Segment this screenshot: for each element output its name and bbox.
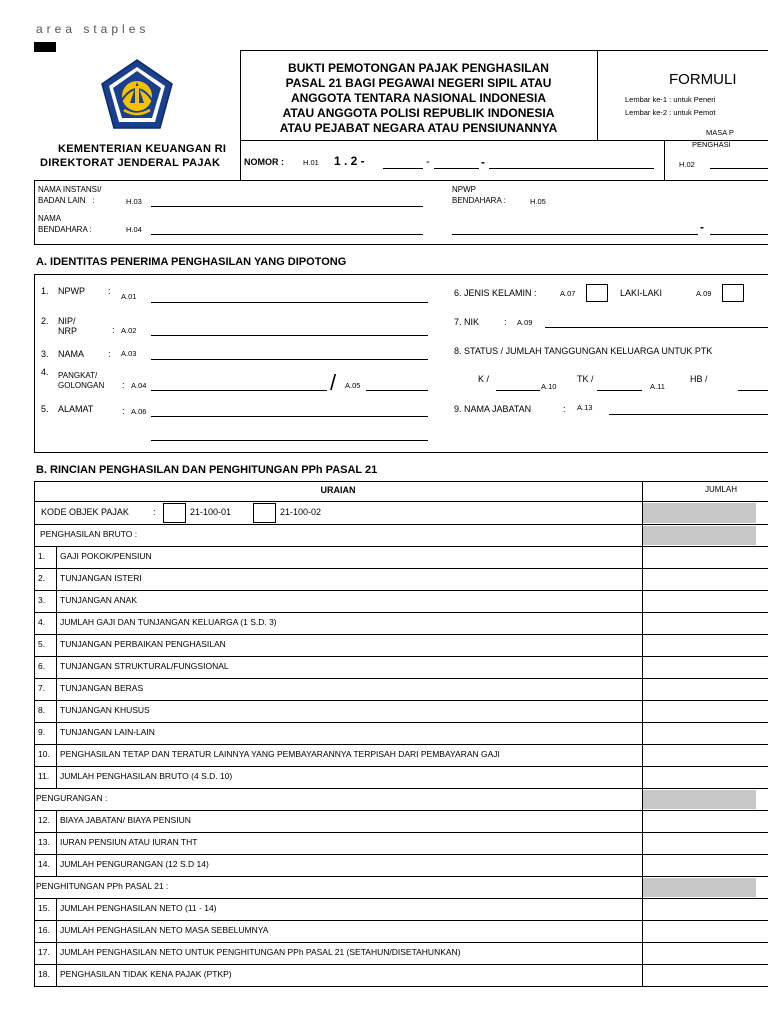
nomor-sep-1: - — [426, 156, 430, 168]
jumlah-input-cell[interactable] — [643, 700, 768, 722]
a09-code: A.09 — [517, 318, 533, 327]
a11-code: A.11 — [650, 382, 665, 391]
nomor-prefix: 1 . 2 - — [334, 154, 365, 168]
a-nip-label: NIP/ NRP — [58, 316, 78, 336]
jumlah-input-cell[interactable] — [643, 766, 768, 788]
a-pangkat-label: PANGKAT/ GOLONGAN — [58, 371, 105, 390]
nomor-field-2[interactable] — [434, 168, 479, 169]
a-jenis-kelamin-label: 6. JENIS KELAMIN : — [454, 288, 537, 298]
h01-code: H.01 — [303, 158, 319, 167]
a-status-label: 8. STATUS / JUMLAH TANGGUNGAN KELUARGA UNTUK PTK — [454, 346, 713, 356]
npwp-bendahara-label: NPWP BENDAHARA : — [452, 185, 506, 205]
jumlah-input-cell[interactable] — [643, 854, 768, 876]
row-label: JUMLAH GAJI DAN TUNJANGAN KELUARGA (1 S.D. 3) — [60, 617, 277, 627]
row-label: JUMLAH PENGHASILAN BRUTO (4 S.D. 10) — [60, 771, 233, 781]
row-label: IURAN PENSIUN ATAU IURAN THT — [60, 837, 198, 847]
npwp-dash: - — [700, 220, 704, 234]
jumlah-input-cell[interactable] — [643, 898, 768, 920]
laki-laki-label: LAKI-LAKI — [620, 288, 663, 298]
a05-code: A.05 — [345, 381, 361, 390]
kode-21-100-02-checkbox[interactable] — [253, 503, 276, 523]
kode-21-100-02-label: 21-100-02 — [280, 506, 322, 517]
row-number: 14. — [38, 859, 50, 869]
a01-code: A.01 — [121, 292, 137, 301]
row-number: 10. — [38, 749, 50, 759]
row-number: 11. — [38, 771, 50, 781]
a-alamat-no: 5. — [41, 404, 49, 414]
row-number: 12. — [38, 815, 50, 825]
jumlah-shaded-cell — [643, 878, 756, 897]
lembar-2: Lembar ke-2 : untuk Pemot — [625, 108, 716, 117]
row-label: JUMLAH PENGHASILAN NETO UNTUK PENGHITUNGAN PPh PASAL 21 (SETAHUN/DISETAHUNKAN) — [60, 947, 461, 957]
form-title: BUKTI PEMOTONGAN PAJAK PENGHASILAN PASAL 21 BAGI PEGAWAI NEGERI SIPIL ATAU ANGGOTA TENTARA NASIONAL INDONESIA ATAU ANGGOTA POLISI REPUBLIK INDONESIA ATAU PEJABAT NEGARA ATAU PENSIUNANNYA — [279, 61, 558, 135]
masa-field[interactable] — [710, 168, 768, 169]
jumlah-shaded-cell — [643, 526, 756, 545]
row-label: TUNJANGAN ISTERI — [60, 573, 142, 583]
a-npwp-colon: : — [108, 286, 111, 296]
row-label: JUMLAH PENGHASILAN NETO MASA SEBELUMNYA — [60, 925, 269, 935]
row-label: JUMLAH PENGHASILAN NETO (11 - 14) — [60, 903, 217, 913]
a-nip-no: 2. — [41, 316, 49, 326]
pangkat-slash: / — [330, 370, 337, 395]
kode-21-100-01-checkbox[interactable] — [163, 503, 186, 523]
row-label: TUNJANGAN STRUKTURAL/FUNGSIONAL — [60, 661, 229, 671]
a02-code: A.02 — [121, 326, 137, 335]
jumlah-input-cell[interactable] — [643, 722, 768, 744]
section-row-label: PENGHITUNGAN PPh PASAL 21 : — [36, 881, 169, 891]
a-nik-label: 7. NIK — [454, 317, 480, 327]
row-number: 18. — [38, 969, 50, 979]
a-jabatan-field[interactable] — [609, 414, 768, 415]
a-alamat-label: ALAMAT — [58, 404, 94, 414]
jumlah-shaded-cell — [643, 790, 756, 809]
h05-code: H.05 — [530, 197, 546, 206]
jumlah-shaded-cell — [643, 503, 756, 523]
row-number: 9. — [38, 727, 46, 737]
nama-instansi-label: NAMA INSTANSI/ BADAN LAIN : — [38, 185, 102, 205]
jumlah-input-cell[interactable] — [643, 568, 768, 590]
masa-label: MASA P — [706, 128, 734, 137]
status-tk-label: TK / — [577, 374, 594, 384]
perempuan-checkbox[interactable] — [722, 284, 744, 302]
h03-code: H.03 — [126, 197, 142, 206]
laki-laki-checkbox[interactable] — [586, 284, 608, 302]
row-number: 8. — [38, 705, 46, 715]
a-jabatan-label: 9. NAMA JABATAN — [454, 404, 532, 414]
row-label: TUNJANGAN KHUSUS — [60, 705, 150, 715]
row-number: 7. — [38, 683, 46, 693]
section-row-label: PENGHASILAN BRUTO : — [40, 529, 138, 539]
a-nik-colon: : — [504, 317, 507, 327]
h04-code: H.04 — [126, 225, 142, 234]
nomor-field-1[interactable] — [383, 168, 423, 169]
a-nip-colon: : — [112, 325, 115, 335]
status-k-field[interactable] — [496, 390, 540, 391]
lembar-1: Lembar ke-1 : untuk Peneri — [625, 95, 716, 104]
staple-mark — [34, 42, 56, 52]
section-a-title: A. IDENTITAS PENERIMA PENGHASILAN YANG DIPOTONG — [36, 256, 347, 268]
jumlah-input-cell[interactable] — [643, 744, 768, 766]
jumlah-input-cell[interactable] — [643, 920, 768, 942]
section-row-label: PENGURANGAN : — [36, 793, 108, 803]
jumlah-input-cell[interactable] — [643, 678, 768, 700]
row-label: JUMLAH PENGURANGAN (12 S.D 14) — [60, 859, 209, 869]
a-pangkat-colon: : — [122, 380, 125, 390]
jumlah-input-cell[interactable] — [643, 546, 768, 568]
section-b-title: B. RINCIAN PENGHASILAN DAN PENGHITUNGAN PPh PASAL 21 — [36, 464, 378, 476]
a-alamat-field-2[interactable] — [151, 440, 428, 441]
col-uraian-header: URAIAN — [320, 485, 356, 495]
a-npwp-field[interactable] — [151, 302, 428, 303]
nomor-field-3[interactable] — [489, 168, 654, 169]
status-hb-label: HB / — [690, 374, 708, 384]
directorate-name: DIREKTORAT JENDERAL PAJAK — [40, 157, 221, 169]
row-label: PENGHASILAN TETAP DAN TERATUR LAINNYA YANG PEMBAYARANNYA TERPISAH DARI PEMBAYARAN GAJI — [60, 749, 500, 759]
row-number: 1. — [38, 551, 46, 561]
a-jabatan-colon: : — [563, 404, 566, 414]
nama-instansi-field[interactable] — [151, 206, 423, 207]
npwp-bendahara-field[interactable] — [452, 234, 698, 235]
row-label: TUNJANGAN ANAK — [60, 595, 137, 605]
row-label: TUNJANGAN LAIN-LAIN — [60, 727, 155, 737]
a-nama-colon: : — [108, 349, 111, 359]
a-pangkat-no: 4. — [41, 367, 49, 377]
staples-label: area staples — [36, 22, 150, 36]
status-hb-field[interactable] — [738, 390, 768, 391]
row-number: 3. — [38, 595, 46, 605]
row-number: 2. — [38, 573, 46, 583]
row-number: 17. — [38, 947, 50, 957]
jumlah-input-cell[interactable] — [643, 810, 768, 832]
row-label: BIAYA JABATAN/ BIAYA PENSIUN — [60, 815, 191, 825]
a-pangkat-field[interactable] — [151, 390, 327, 391]
jumlah-input-cell[interactable] — [643, 590, 768, 612]
nomor-sep-2: - — [481, 155, 485, 169]
a09b-code: A.09 — [696, 289, 712, 298]
row-number: 15. — [38, 903, 50, 913]
a06-code: A.06 — [131, 407, 147, 416]
kemenkeu-logo — [100, 58, 174, 130]
penghasilan-label: PENGHASI — [692, 140, 731, 149]
h02-code: H.02 — [679, 160, 695, 169]
a-nik-field[interactable] — [545, 327, 768, 328]
kode-objek-label: KODE OBJEK PAJAK — [41, 506, 129, 517]
status-k-label: K / — [478, 374, 490, 384]
a-nip-field[interactable] — [151, 335, 428, 336]
row-number: 13. — [38, 837, 50, 847]
a-nama-field[interactable] — [151, 359, 428, 360]
row-label: TUNJANGAN PERBAIKAN PENGHASILAN — [60, 639, 226, 649]
col-jumlah-header: JUMLAH — [705, 485, 738, 494]
a-alamat-field-1[interactable] — [151, 416, 428, 417]
a-golongan-field[interactable] — [366, 390, 428, 391]
a-npwp-label: NPWP — [58, 286, 85, 296]
a-nama-label: NAMA — [58, 349, 85, 359]
row-label: PENGHASILAN TIDAK KENA PAJAK (PTKP) — [60, 969, 232, 979]
nomor-label: NOMOR : — [244, 157, 284, 167]
formulir-title: FORMULI — [669, 71, 737, 88]
row-number: 5. — [38, 639, 46, 649]
a-nama-no: 3. — [41, 349, 49, 359]
row-label: GAJI POKOK/PENSIUN — [60, 551, 152, 561]
kode-objek-colon: : — [153, 506, 156, 517]
jumlah-input-cell[interactable] — [643, 942, 768, 964]
row-label: TUNJANGAN BERAS — [60, 683, 144, 693]
nama-bendahara-field[interactable] — [151, 234, 423, 235]
a07-code: A.07 — [560, 289, 576, 298]
a10-code: A.10 — [541, 382, 557, 391]
jumlah-input-cell[interactable] — [643, 832, 768, 854]
a03-code: A.03 — [121, 349, 137, 358]
a-alamat-colon: : — [122, 406, 125, 416]
a13-code: A.13 — [577, 403, 593, 412]
row-number: 4. — [38, 617, 46, 627]
status-tk-field[interactable] — [597, 390, 642, 391]
npwp-bendahara-field-2[interactable] — [710, 234, 768, 235]
nama-bendahara-label: NAMA BENDAHARA : — [38, 214, 92, 234]
row-number: 16. — [38, 925, 50, 935]
row-number: 6. — [38, 661, 46, 671]
jumlah-input-cell[interactable] — [643, 634, 768, 656]
jumlah-input-cell[interactable] — [643, 612, 768, 634]
a04-code: A.04 — [131, 381, 147, 390]
agency-name: KEMENTERIAN KEUANGAN RI — [58, 143, 227, 155]
jumlah-input-cell[interactable] — [643, 964, 768, 986]
a-npwp-no: 1. — [41, 286, 49, 296]
jumlah-input-cell[interactable] — [643, 656, 768, 678]
kode-21-100-01-label: 21-100-01 — [190, 506, 232, 517]
